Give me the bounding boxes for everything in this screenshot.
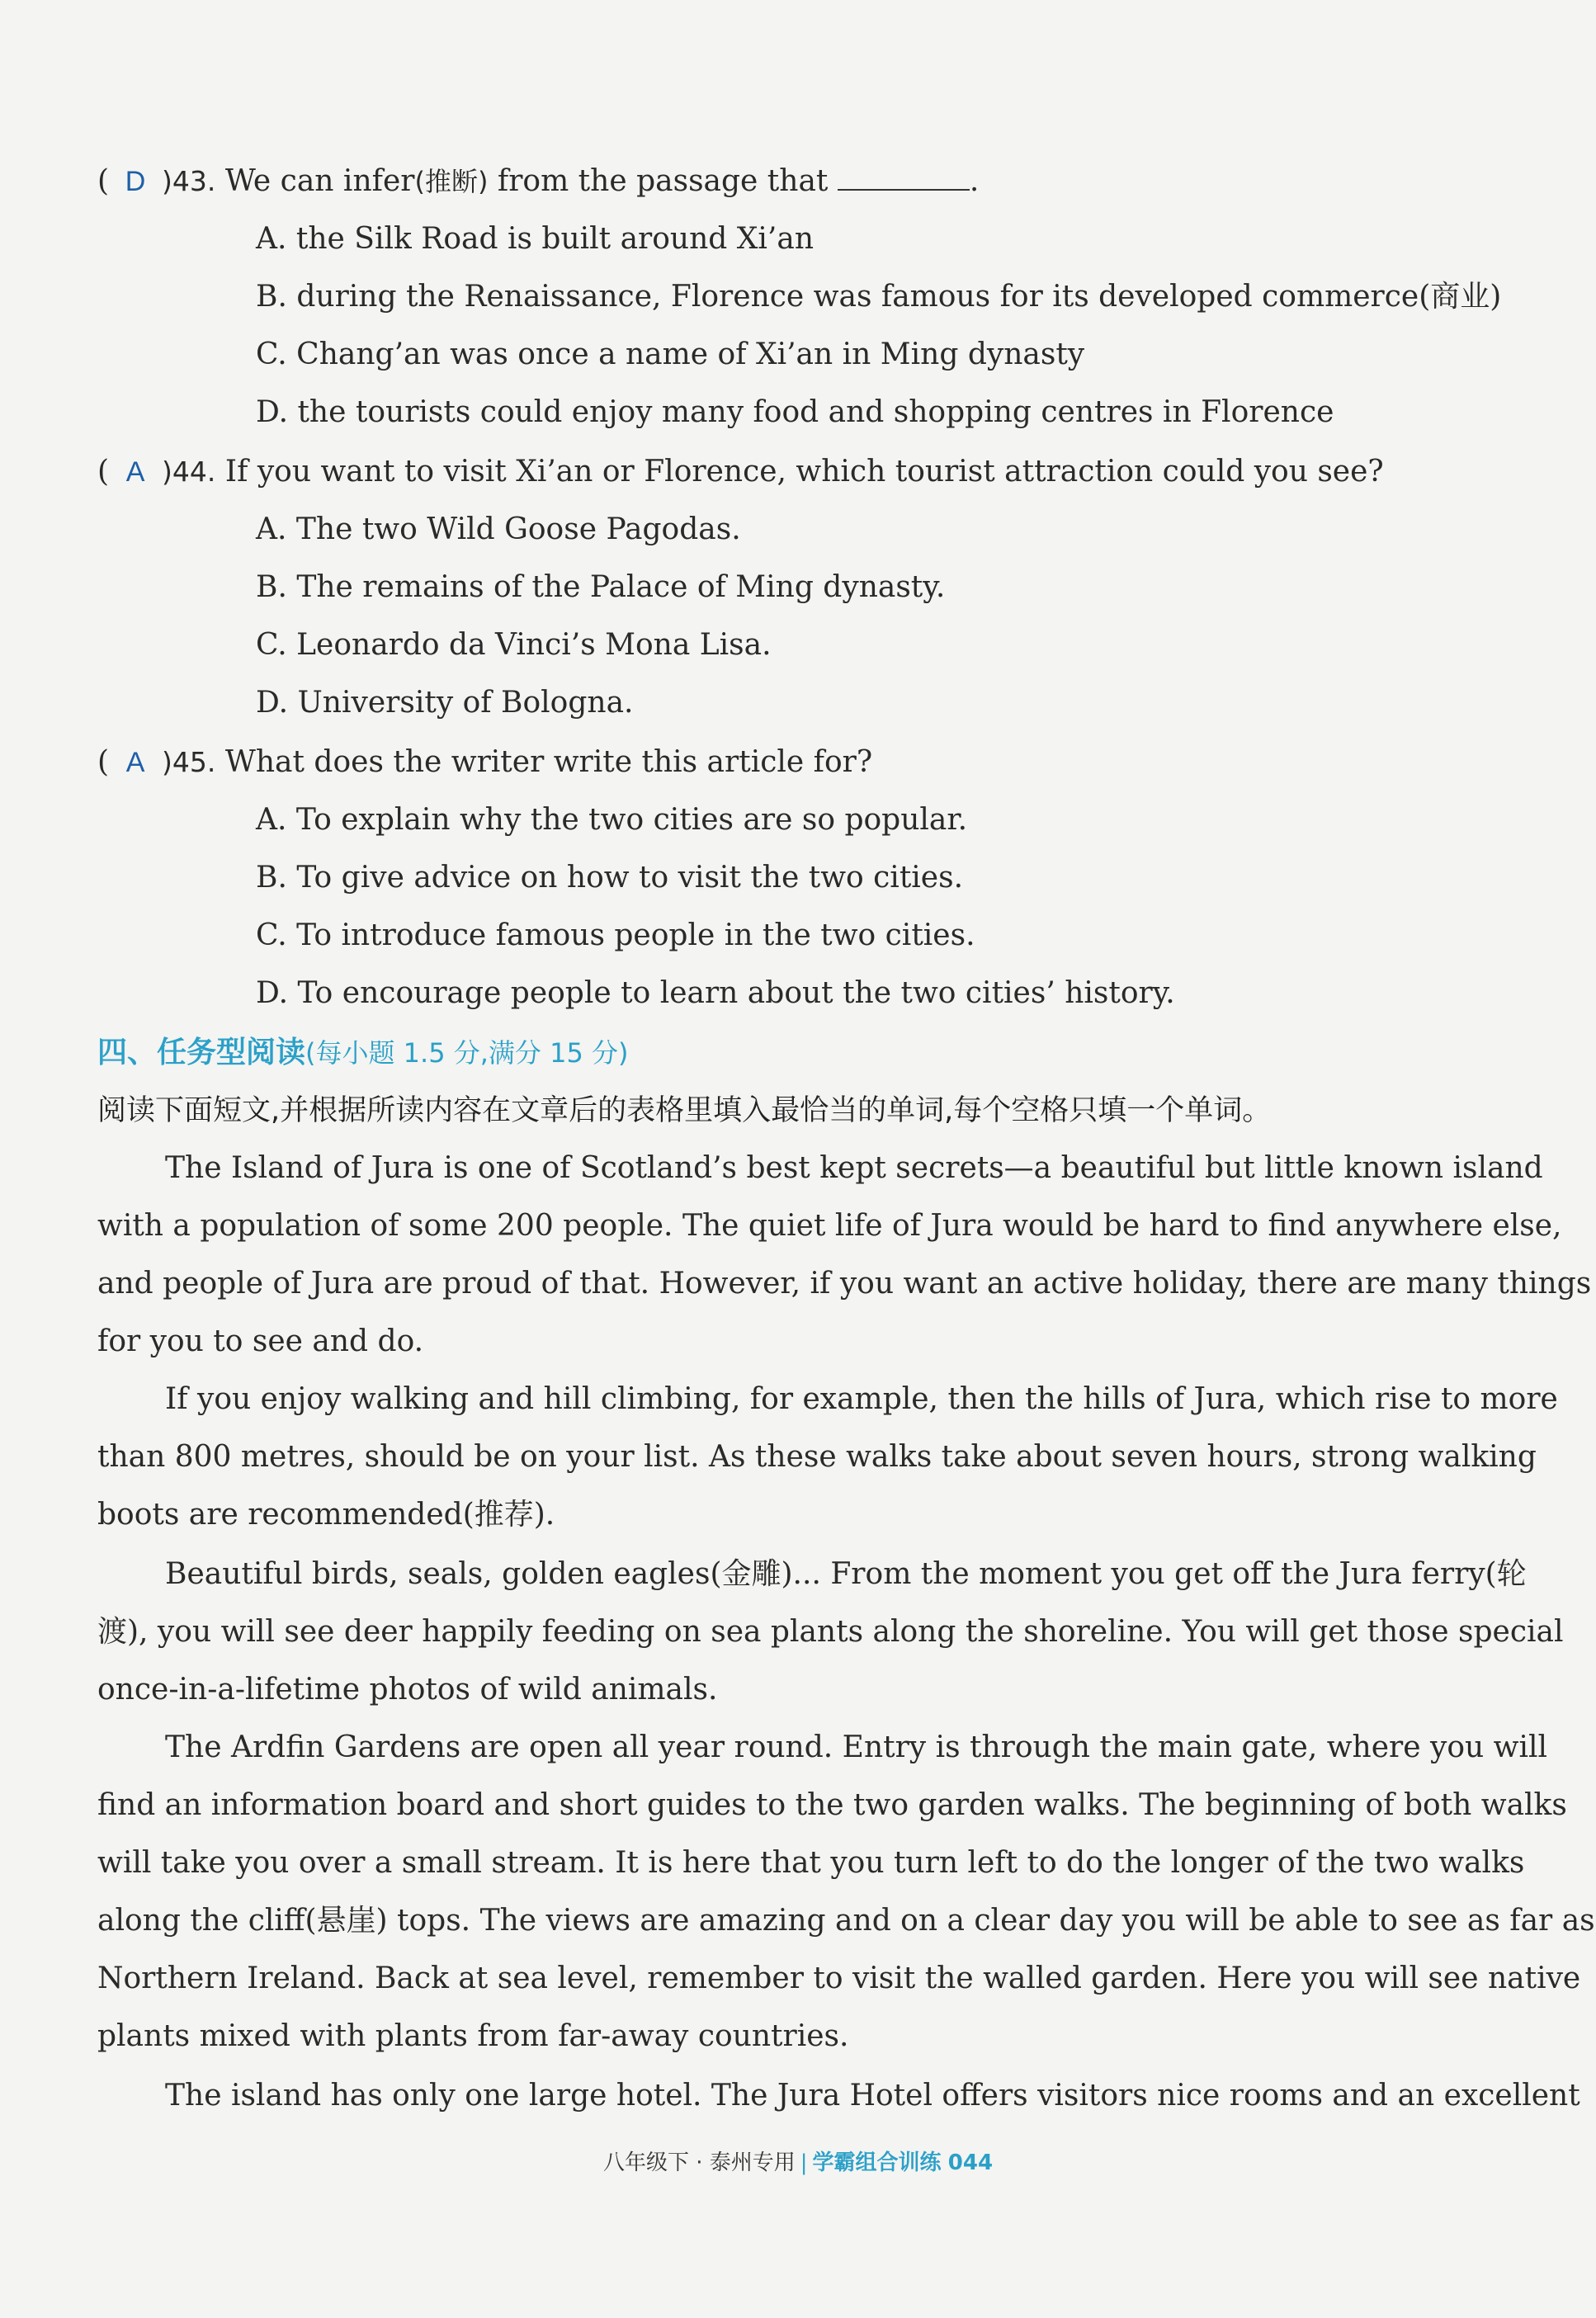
answer-44: A (125, 456, 145, 488)
option: C. Leonardo da Vinci’s Mona Lisa. (256, 628, 772, 662)
option: D. To encourage people to learn about the two cities’ history. (256, 976, 1175, 1010)
passage-line: The Island of Jura is one of Scotland’s best kept secrets—a beautiful but little known island (165, 1151, 1543, 1185)
option: D. the tourists could enjoy many food and shopping centres in Florence (256, 395, 1334, 429)
answer-blank (838, 166, 970, 191)
passage-line: boots are recommended(推荐). (97, 1498, 555, 1532)
passage-line: If you enjoy walking and hill climbing, for example, then the hills of Jura, which rise to more (165, 1382, 1558, 1416)
question-number: )45. (162, 746, 216, 778)
passage-line: for you to see and do. (97, 1324, 424, 1358)
option: D. University of Bologna. (256, 686, 634, 720)
option: C. To introduce famous people in the two cities. (256, 918, 975, 952)
passage-line: plants mixed with plants from far-away countries. (97, 2019, 849, 2053)
option: B. during the Renaissance, Florence was famous for its developed commerce(商业) (256, 280, 1502, 314)
passage-line: The island has only one large hotel. The Jura Hotel offers visitors nice rooms and an excellent (165, 2079, 1580, 2113)
answer-43: D (125, 166, 146, 197)
passage-line: once-in-a-lifetime photos of wild animals. (97, 1673, 718, 1707)
question-number: )43. (162, 165, 216, 197)
question-45: ( A )45. What does the writer write this article for? (97, 745, 873, 779)
option: C. Chang’an was once a name of Xi’an in Ming dynasty (256, 338, 1085, 371)
passage-line: 渡), you will see deer happily feeding on sea plants along the shoreline. You will get those special (97, 1615, 1564, 1649)
option: B. To give advice on how to visit the two cities. (256, 861, 964, 895)
passage-line: will take you over a small stream. It is here that you turn left to do the longer of the two walks (97, 1846, 1525, 1880)
passage-line: and people of Jura are proud of that. However, if you want an active holiday, there are many things (97, 1267, 1592, 1301)
question-number: )44. (162, 456, 216, 488)
section-instruction: 阅读下面短文,并根据所读内容在文章后的表格里填入最恰当的单词,每个空格只填一个单词。 (97, 1094, 1272, 1127)
footer-grade: 八年级下 · 泰州专用 (602, 2150, 796, 2175)
passage-line: Beautiful birds, seals, golden eagles(金雕)... From the moment you get off the Jura ferry(轮 (165, 1557, 1527, 1591)
passage-line: with a population of some 200 people. The quiet life of Jura would be hard to find anywhere else, (97, 1209, 1562, 1243)
passage-line: find an information board and short guides to the two garden walks. The beginning of both walks (97, 1788, 1567, 1822)
passage-line: along the cliff(悬崖) tops. The views are amazing and on a clear day you will be able to see as far as (97, 1904, 1595, 1938)
option: A. the Silk Road is built around Xi’an (256, 222, 815, 256)
option: B. The remains of the Palace of Ming dynasty. (256, 570, 946, 604)
passage-line: than 800 metres, should be on your list. As these walks take about seven hours, strong walking (97, 1440, 1537, 1474)
passage-line: The Ardfin Gardens are open all year round. Entry is through the main gate, where you will (165, 1730, 1547, 1764)
question-44: ( A )44. If you want to visit Xi’an or Florence, which tourist attraction could you see? (97, 455, 1384, 489)
section-heading: 四、任务型阅读(每小题 1.5 分,满分 15 分) (97, 1036, 629, 1069)
question-43: ( D )43. We can infer(推断) from the passage that . (97, 164, 980, 198)
passage-line: Northern Ireland. Back at sea level, remember to visit the walled garden. Here you will see native (97, 1962, 1581, 1995)
option: A. To explain why the two cities are so popular. (256, 803, 968, 837)
answer-45: A (125, 747, 145, 778)
page-number: 044 (947, 2150, 994, 2175)
footer-brand: 学霸组合训练 (812, 2150, 942, 2175)
option: A. The two Wild Goose Pagodas. (256, 512, 741, 546)
page-footer: 八年级下 · 泰州专用 | 学霸组合训练 044 (602, 2150, 994, 2175)
